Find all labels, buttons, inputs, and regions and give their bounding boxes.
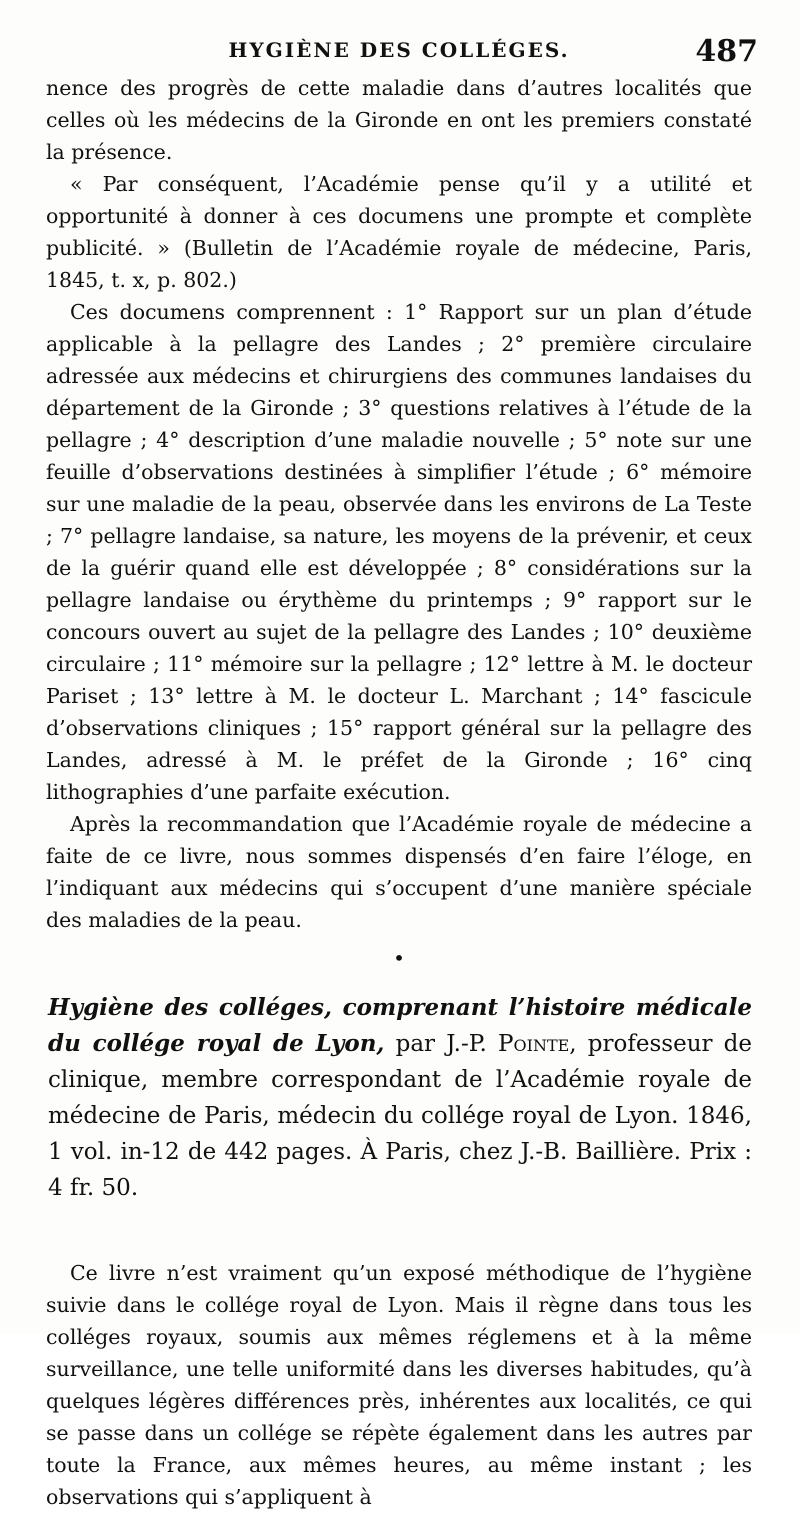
- book-entry: [48, 990, 752, 1206]
- book-details: , professeur de clinique, membre correspondant de l’Académie royale de médecine de Paris, médecin du collége royal de Lyon. 1846, 1 vol. in-12 de 442 pages. À Paris, chez J.-B. Baillière. Prix : 4 fr. 50.: [48, 1031, 753, 1201]
- paragraph-continuation: nence des progrès de cette maladie dans d’autres localités que celles où les médecins de la Gironde en ont les premiers constaté la présence.: [46, 76, 752, 164]
- paragraph-documents-list: Ces documens comprennent : 1° Rapport sur un plan d’étude applicable à la pellagre des Landes ; 2° première circulaire adressée aux médecins et chirurgiens des communes landaises du département de la Gironde ; 3° questions relatives à l’étude de la pellagre ; 4° description d’une maladie nouvelle ; 5° note sur une feuille d’observations destinées à simplifier l’étude ; 6° mémoire sur une maladie de la peau, observée dans les environs de La Teste ; 7° pellagre landaise, sa nature, les moyens de la prévenir, et ceux de la guérir quand elle est développée ; 8° considérations sur la pellagre landaise ou érythème du printemps ; 9° rapport sur le concours ouvert au sujet de la pellagre des Landes ; 10° deuxième circulaire ; 11° mémoire sur la pellagre ; 12° lettre à M. le docteur Pariset ; 13° lettre à M. le docteur L. Marchant ; 14° fascicule d’observations cliniques ; 15° rapport général sur la pellagre des Landes, adressé à M. le préfet de la Gironde ; 16° cinq lithographies d’une parfaite exécution.: [46, 300, 752, 804]
- running-title: HYGIÈNE DES COLLÉGES.: [228, 38, 570, 62]
- book-author-name: Pointe: [498, 1031, 570, 1057]
- book-title: Hygiène des colléges, comprenant l’histoire médicale du collége royal de Lyon,: [48, 994, 752, 1057]
- review-paragraph: Ce livre n’est vraiment qu’un exposé méthodique de l’hygiène suivie dans le collége royal de Lyon. Mais il règne dans tous les colléges royaux, soumis aux mêmes réglemens et à la même surveillance, une telle uniformité dans les diverses habitudes, qu’à quelques légères différences près, inhérentes aux localités, ce qui se passe dans un collége se répète également dans les autres par toute la France, aux mêmes heures, au même instant ; les observations qui s’appliquent à: [46, 1261, 752, 1509]
- paragraph-quote: « Par conséquent, l’Académie pense qu’il y a utilité et opportunité à donner à ces documens une prompte et complète publicité. » (Bulletin de l’Académie royale de médecine, Paris, 1845, t. x, p. 802.): [46, 172, 752, 292]
- page-body: [46, 72, 752, 1513]
- paragraph-recommendation: Après la recommandation que l’Académie royale de médecine a faite de ce livre, nous sommes dispensés d’en faire l’éloge, en l’indiquant aux médecins qui s’occupent d’une manière spéciale des maladies de la peau.: [46, 812, 752, 932]
- page-number: 487: [695, 34, 758, 69]
- book-author-prefix: par J.-P.: [384, 1031, 499, 1057]
- section-separator: •: [393, 946, 405, 970]
- spacer: [46, 1229, 752, 1257]
- page-header: [40, 34, 758, 72]
